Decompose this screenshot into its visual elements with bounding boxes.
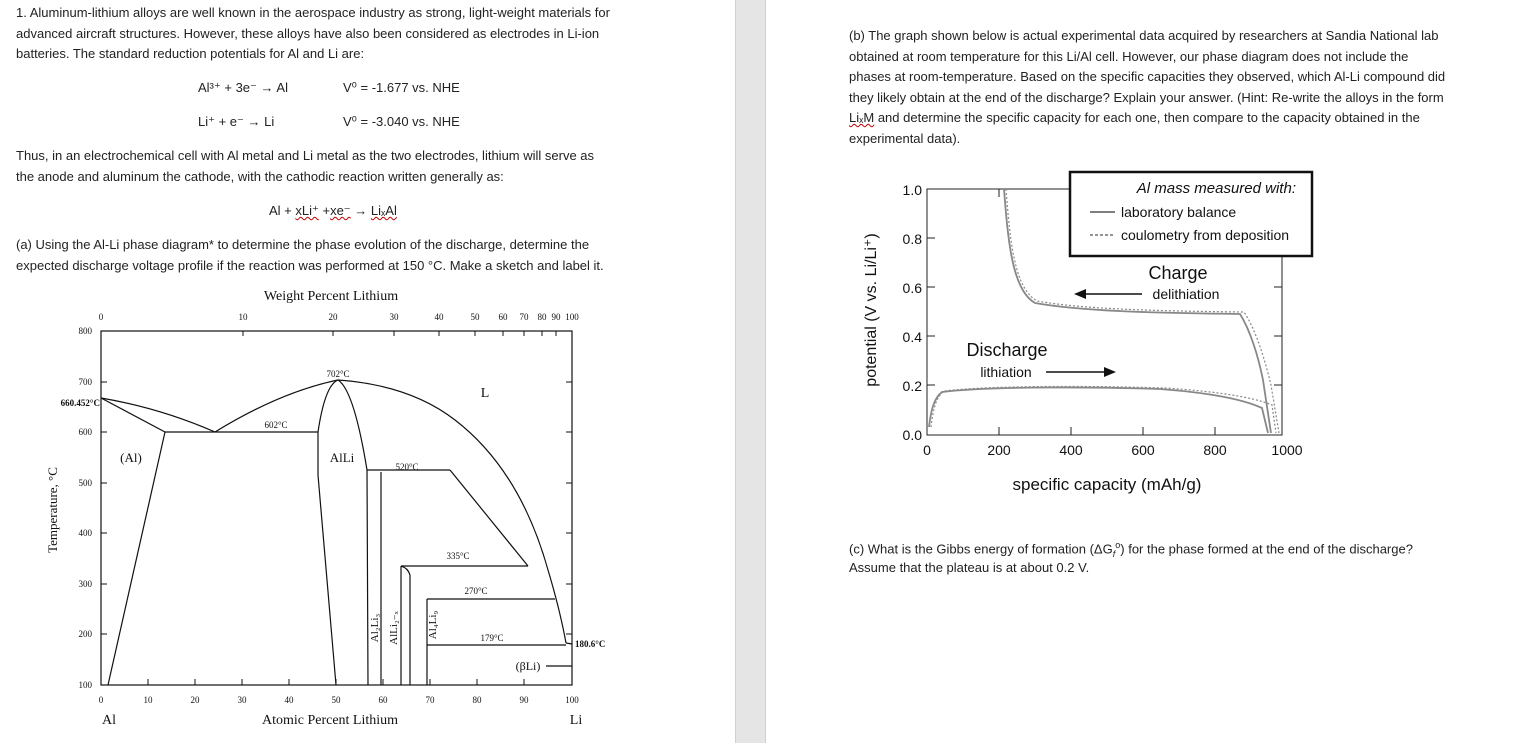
part-a-line-2: expected discharge voltage profile if the reaction was performed at 150 °C. Make a sketch and label it. [16, 258, 604, 273]
temp-335-label: 335°C [446, 551, 470, 561]
bottom-tick: 30 [237, 695, 247, 705]
graph-x-tick: 800 [1203, 442, 1227, 458]
part-c-line-1: (c) What is the Gibbs energy of formation $(\Delta G_f^o)$ for the phase formed at the end of the discharge? [849, 540, 1413, 559]
legend-item-coulometry: coulometry from deposition [1121, 227, 1290, 243]
graph-y-tick: 0.6 [902, 280, 922, 296]
bottom-axis-title: Atomic Percent Lithium [261, 713, 399, 728]
charge-arrowhead [1074, 289, 1086, 299]
legend-title: Al mass measured with: [1136, 180, 1296, 197]
temp-602-label: 602°C [264, 420, 288, 430]
reaction-al-equation: Al³⁺ + 3e⁻ → Al [198, 80, 288, 95]
y-tick: 100 [78, 680, 92, 690]
legend-item-balance: laboratory balance [1121, 204, 1237, 220]
top-axis-title: Weight Percent Lithium [263, 289, 399, 304]
bottom-tick: 100 [565, 695, 579, 705]
top-tick: 80 [537, 312, 547, 322]
part-c-line-2: Assume that the plateau is at about 0.2 V. [849, 560, 1090, 575]
alli-left-boundary [318, 432, 336, 685]
top-tick: 10 [238, 312, 248, 322]
discharge-graph [846, 165, 1316, 500]
graph-y-tick: 1.0 [902, 182, 922, 198]
al-li-phase-diagram [0, 280, 735, 743]
top-tick: 70 [519, 312, 529, 322]
y-tick: 800 [78, 326, 92, 336]
thus-line-1: Thus, in an electrochemical cell with Al metal and Li metal as the two electrodes, lithium will serve as [16, 148, 595, 163]
reaction-li-potential: V⁰ = -3.040 vs. NHE [343, 114, 460, 129]
graph-y-tick: 0.4 [902, 329, 922, 345]
y-tick: 700 [78, 377, 92, 387]
graph-y-tick: 0.8 [902, 231, 922, 247]
graph-y-axis-title: potential (V vs. Li/Li⁺) [863, 233, 880, 387]
y-tick-labels [79, 326, 93, 690]
graph-x-tick-labels [923, 442, 1303, 458]
top-tick: 60 [498, 312, 508, 322]
cathodic-reaction: Al + xLi⁺ +xe⁻ → LiₓAl [269, 203, 397, 218]
graph-y-tick-labels [903, 182, 923, 443]
top-tick-labels [99, 312, 580, 322]
al-melting-label: 660.452°C [60, 398, 100, 408]
bottom-tick: 0 [98, 695, 104, 705]
temp-520-label: 520°C [395, 462, 419, 472]
top-tick: 90 [551, 312, 561, 322]
document-page-right [766, 0, 1527, 743]
document-page-left [0, 0, 735, 743]
alli-dome [318, 380, 368, 685]
top-tick-marks [243, 331, 556, 336]
temp-702-label: 702°C [326, 369, 350, 379]
bottom-tick: 10 [143, 695, 153, 705]
charge-sub-label: delithiation [1152, 286, 1220, 302]
part-b-line-5: LiₓM and determine the specific capacity for each one, then compare to the capacity obtained in the [849, 110, 1420, 125]
part-b-line-1: (b) The graph shown below is actual experimental data acquired by researchers at Sandia National lab [849, 28, 1439, 43]
discharge-sub-label: lithiation [980, 364, 1032, 380]
top-tick: 30 [389, 312, 399, 322]
graph-x-axis-title: specific capacity (mAh/g) [1012, 475, 1202, 494]
temp-180-label: 180.6°C [575, 639, 606, 649]
bottom-tick: 40 [284, 695, 294, 705]
al2li3-label: Al₂Li₃ [369, 613, 381, 643]
element-li-label: Li [569, 713, 583, 728]
phase-diagram-frame [101, 331, 572, 685]
bottom-tick: 80 [472, 695, 482, 705]
intro-line-1: 1. Aluminum-lithium alloys are well known in the aerospace industry as strong, light-weight materials for [16, 5, 610, 20]
alli-phase-label: AlLi [329, 450, 355, 465]
graph-y-tick: 0.0 [902, 427, 922, 443]
top-tick: 100 [565, 312, 579, 322]
graph-x-tick: 600 [1131, 442, 1155, 458]
y-tick: 200 [78, 629, 92, 639]
liquidus-right [338, 380, 566, 643]
bottom-tick: 20 [190, 695, 200, 705]
charge-label: Charge [1148, 263, 1208, 283]
discharge-curve-coulometry [931, 386, 1276, 433]
page-gutter [735, 0, 766, 743]
graph-x-tick: 0 [923, 442, 931, 458]
y-tick-marks [101, 382, 572, 634]
liquid-label: L [480, 386, 490, 401]
intro-line-2: advanced aircraft structures. However, these alloys have also been considered as electrodes in Li-ion [16, 26, 600, 41]
graph-x-tick: 200 [987, 442, 1011, 458]
part-b-line-4: they likely obtain at the end of the discharge? Explain your answer. (Hint: Re-write the alloys in the form [849, 90, 1444, 105]
part-b-line-6: experimental data). [849, 131, 961, 146]
temp-270-label: 270°C [464, 586, 488, 596]
alli2x-label: AlLi₂₋ₓ [388, 611, 400, 645]
intro-line-3: batteries. The standard reduction potentials for Al and Li are: [16, 46, 365, 61]
discharge-label: Discharge [966, 340, 1048, 360]
part-b-line-2: obtained at room temperature for this Li/Al cell. However, our phase diagram does not include the [849, 49, 1409, 64]
temp-179-label: 179°C [480, 633, 504, 643]
li-melting [566, 643, 572, 644]
al-liquidus [101, 398, 215, 432]
bottom-tick-labels [99, 695, 580, 705]
part-a-line-1: (a) Using the Al-Li phase diagram* to determine the phase evolution of the discharge, determine the [16, 237, 590, 252]
y-tick: 500 [78, 478, 92, 488]
y-tick: 400 [78, 528, 92, 538]
top-tick: 20 [328, 312, 338, 322]
element-al-label: Al [102, 713, 116, 728]
y-tick: 600 [78, 427, 92, 437]
graph-x-tick: 1000 [1271, 442, 1303, 458]
bottom-tick: 90 [519, 695, 529, 705]
y-tick: 300 [78, 579, 92, 589]
al-phase-label: (Al) [120, 450, 142, 465]
bottom-tick: 50 [331, 695, 341, 705]
top-tick: 50 [470, 312, 480, 322]
beta-li-label: (βLi) [515, 659, 541, 673]
y-axis-title: Temperature, °C [45, 467, 60, 553]
reaction-li-equation: Li⁺ + e⁻ → Li [198, 114, 275, 129]
graph-x-tick: 400 [1059, 442, 1083, 458]
al-solidus [101, 398, 165, 432]
bottom-tick: 70 [425, 695, 435, 705]
graph-y-tick: 0.2 [902, 378, 922, 394]
al-solvus [108, 432, 165, 685]
al4li9-label: Al₄Li₉ [427, 610, 439, 640]
top-tick: 40 [434, 312, 444, 322]
discharge-curve-balance [929, 387, 1268, 433]
bottom-tick: 60 [378, 695, 388, 705]
thus-line-2: the anode and aluminum the cathode, with the cathodic reaction written generally as: [16, 169, 504, 184]
reaction-al-potential: V⁰ = -1.677 vs. NHE [343, 80, 460, 95]
top-tick: 0 [98, 312, 104, 322]
discharge-arrowhead [1104, 367, 1116, 377]
alli2x-right [401, 566, 410, 685]
part-b-line-3: phases at room-temperature. Based on the specific capacities they observed, which Al-Li compound did [849, 69, 1446, 84]
